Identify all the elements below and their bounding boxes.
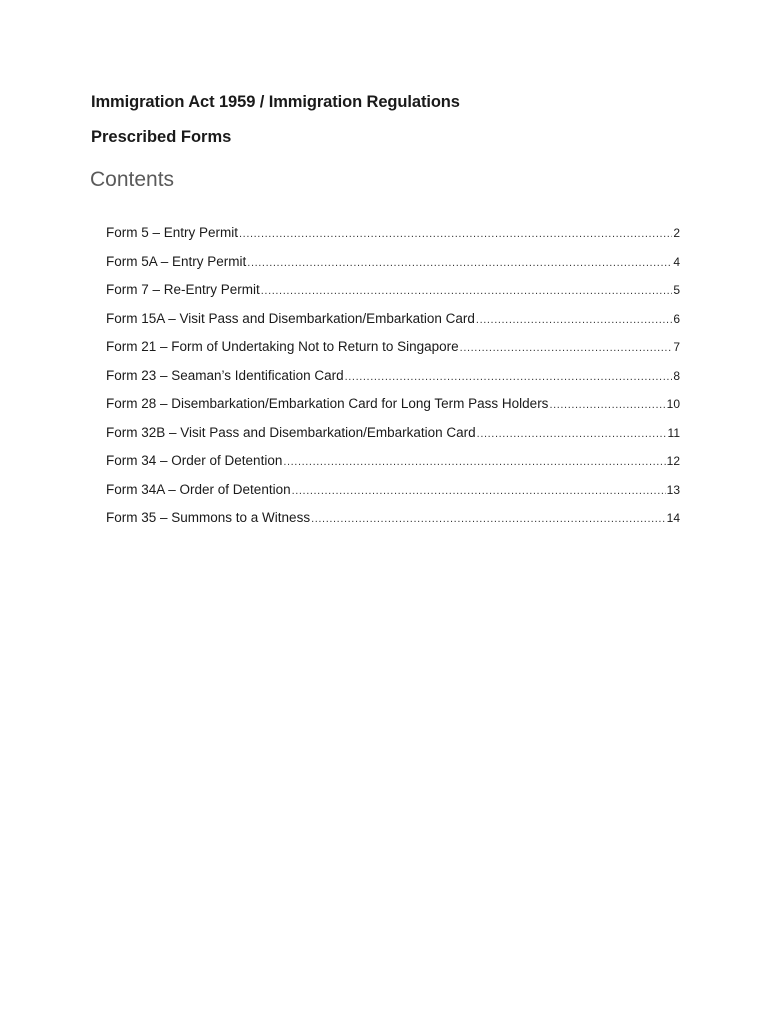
toc-entry-form-34[interactable] xyxy=(106,453,680,482)
toc-entry-form-35[interactable] xyxy=(106,510,680,539)
toc-entry-title[interactable]: Form 34A – Order of Detention xyxy=(106,481,291,497)
toc-entry-form-5a[interactable] xyxy=(106,254,680,283)
toc-page-number[interactable]: 11 xyxy=(667,425,680,440)
toc-entry-title[interactable]: Form 21 – Form of Undertaking Not to Return to Singapore xyxy=(106,339,459,354)
toc-dot-leader xyxy=(549,399,665,411)
toc-entry-form-7[interactable] xyxy=(106,282,680,311)
toc-entry-title[interactable]: Form 35 – Summons to a Witness xyxy=(106,510,311,525)
toc-entry-title[interactable]: Form 32B – Visit Pass and Disembarkation/Embarkation Card xyxy=(106,424,476,440)
toc-dot-leader xyxy=(292,485,666,497)
toc-dot-leader xyxy=(477,428,667,440)
toc-page-number[interactable]: 12 xyxy=(666,454,680,468)
toc-page-number[interactable]: 5 xyxy=(673,283,680,297)
toc-entry-title[interactable]: Form 15A – Visit Pass and Disembarkation/Embarkation Card xyxy=(106,310,475,326)
toc-page-number[interactable]: 6 xyxy=(673,311,680,326)
table-of-contents xyxy=(106,225,680,539)
toc-entry-title[interactable]: Form 7 – Re-Entry Permit xyxy=(106,282,260,297)
toc-dot-leader xyxy=(345,371,673,383)
toc-dot-leader xyxy=(261,285,673,297)
toc-entry-form-32b[interactable] xyxy=(106,425,680,454)
toc-entry-form-23[interactable] xyxy=(106,368,680,397)
toc-entry-title[interactable]: Form 34 – Order of Detention xyxy=(106,453,283,468)
toc-entry-form-5[interactable] xyxy=(106,225,680,254)
toc-entry-title[interactable]: Form 5A – Entry Permit xyxy=(106,253,247,269)
document-title: Immigration Act 1959 / Immigration Regulations xyxy=(91,93,460,111)
document-subtitle: Prescribed Forms xyxy=(91,128,232,146)
toc-page-number[interactable]: 2 xyxy=(673,226,680,240)
toc-dot-leader xyxy=(476,314,672,326)
toc-dot-leader xyxy=(239,228,672,240)
toc-entry-title[interactable]: Form 28 – Disembarkation/Embarkation Card for Long Term Pass Holders xyxy=(106,396,549,411)
toc-dot-leader xyxy=(311,513,666,525)
toc-page-number[interactable]: 10 xyxy=(666,397,680,411)
toc-dot-leader xyxy=(283,456,665,468)
toc-page-number[interactable]: 14 xyxy=(666,511,680,525)
toc-page-number[interactable]: 13 xyxy=(666,482,680,497)
toc-dot-leader xyxy=(247,257,672,269)
toc-entry-form-34a[interactable] xyxy=(106,482,680,511)
toc-entry-form-15a[interactable] xyxy=(106,311,680,340)
toc-dot-leader xyxy=(460,342,673,354)
toc-entry-title[interactable]: Form 23 – Seaman’s Identification Card xyxy=(106,367,344,383)
toc-entry-form-28[interactable] xyxy=(106,396,680,425)
toc-page-number[interactable]: 8 xyxy=(673,368,680,383)
toc-entry-form-21[interactable] xyxy=(106,339,680,368)
contents-heading: Contents xyxy=(90,168,175,191)
toc-entry-title[interactable]: Form 5 – Entry Permit xyxy=(106,225,239,240)
toc-page-number[interactable]: 7 xyxy=(673,340,680,354)
toc-page-number[interactable]: 4 xyxy=(673,254,680,269)
